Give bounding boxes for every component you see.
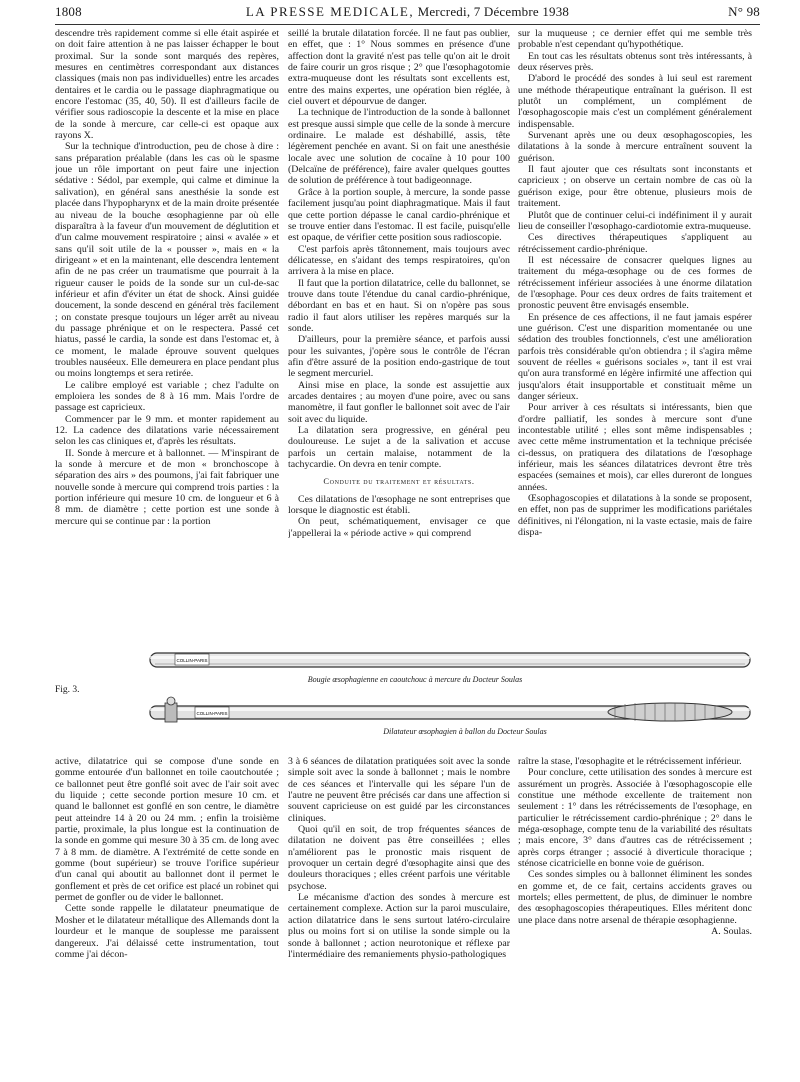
paragraph: Pour arriver à ces résultats si intéressants, bien que d'ordre palliatif, les sondes à mercure sont d'une incontestable utilité ; elles sont même indispensables ; avec cette même instrumentation et la technique précisée ci-dessus, on pratiquera des dilatations de l'œsophage inférieur, mais les séances dilatatrices devront être très espacées (semaines et mois), car elles dureront de longues années.: [518, 402, 752, 493]
paragraph: En tout cas les résultats obtenus sont très intéressants, à deux réserves près.: [518, 50, 752, 74]
paragraph: Il faut que la portion dilatatrice, celle du ballonnet, se trouve dans toute l'étendue du canal cardio-phrénique, débordant en bas et en haut. Si on n'opère pas sous radio il faut alors utiliser les repères marqués sur la sonde.: [288, 277, 510, 334]
figure-caption-1: Bougie œsophagienne en caoutchouc à mercure du Docteur Soulas: [307, 675, 523, 684]
column-3: [518, 28, 752, 642]
issue-number: N° 98: [728, 4, 760, 19]
figure-caption-2: Dilatateur œsophagien à ballon du Docteur Soulas: [383, 727, 547, 736]
paragraph: La dilatation sera progressive, en général peu douloureuse. Le sujet a de la salivation et accuse parfois un certain malaise, notamment de la tachycardie. On devra en tenir compte.: [288, 425, 510, 471]
paragraph: En présence de ces affections, il ne faut jamais espérer une guérison. C'est une disparition momentanée ou une sédation des troubles fonctionnels, c'est une amélioration parfois très considérable qu'on obtiendra ; il s'agira même souvent de réelles « guérisons sociales », tant il est vrai qu'on aura transformé en légère infirmité une affection qui jusqu'alors était insupportable et constituait même un danger sérieux.: [518, 311, 752, 402]
paragraph: Commencer par le 9 mm. et monter rapidement au 12. La cadence des dilatations varie nécessairement selon les cas cliniques et, d'après les résultats.: [55, 413, 279, 448]
section-heading: Conduite du traitement et résultats.: [323, 476, 475, 487]
paragraph: Plutôt que de continuer celui-ci indéfiniment il y aurait lieu de conseiller l'œsophago-cardiotomie extra-muqueuse.: [518, 209, 752, 232]
instruments-illustration: [55, 645, 755, 753]
column-5: [288, 756, 510, 1056]
journal-title: LA PRESSE MEDICALE,: [245, 4, 415, 19]
column-1: [55, 28, 279, 642]
header-rule: [55, 24, 760, 25]
column-4: [55, 756, 279, 1056]
paragraph: Ces dilatations de l'œsophage ne sont entreprises que lorsque le diagnostic est établi.: [288, 493, 510, 517]
paragraph: C'est parfois après tâtonnement, mais toujours avec délicatesse, en s'aidant des temps respiratoires, qu'on arrivera à la mise en place.: [288, 243, 510, 278]
paragraph: Survenant après une ou deux œsophagoscopies, les dilatations à la sonde à mercure entraînent souvent la guérison.: [518, 130, 752, 164]
maker-mark-1: COLLIN-PARIS: [176, 658, 208, 663]
paragraph: On peut, schématiquement, envisager ce que j'appellerai la « période active » qui comprend: [288, 516, 510, 539]
paragraph: descendre très rapidement comme si elle était aspirée et on doit faire attention à ne pas laisser échapper le bout proximal. Sur la sonde sont marqués des repères, mesures en centimètres correspondant aux distances classiques (mais non pas individuelles) entre les arcades dentaires et le cardia ou le passage diaphragmatique ou encore l'estomac (35, 40, 50). Il est d'ailleurs facile de vérifier sous radioscopie la descente et la mise en place de la sonde à mercure, car celle-ci est opaque aux rayons X.: [55, 28, 279, 142]
paragraph: Ces sondes simples ou à ballonnet éliminent les sondes en gomme et, de ce fait, certains accidents graves ou mortels; elles permettent, de plus, de diminuer le nombre des œsophagoscopies thérapeutiques. Elles méritent donc une place dans notre arsenal de thérapie œsophagienne.: [518, 869, 752, 926]
paragraph: Ainsi mise en place, la sonde est assujettie aux arcades dentaires ; au moyen d'une poire, avec ou sans manomètre, il faut gonfler le ballonnet soit avec de l'air soit avec du liquide.: [288, 379, 510, 425]
paragraph: active, dilatatrice qui se compose d'une sonde en gomme entourée d'un ballonnet en toile caoutchoutée ; ce ballonnet peut être gonflé soit avec de l'air soit avec du liquide ; cette seconde portion mesure 10 cm. et quand le ballonnet est gonflé en son centre, le diamètre peut atteindre 14 à 20 ou 24 mm. ; enfin la troisième partie, proximale, la plus longue est la continuation de la sonde en gomme qui mesure 30 à 35 cm. de long avec 7 à 8 mm. de diamètre. A l'extrémité de cette sonde en gomme (bout supérieur) se trouve l'orifice supérieur d'un canal qui aboutit au ballonnet dont il permet le gonflement et près de cet orifice est placé un robinet qui permet de gonfler ou de vider le ballonnet.: [55, 756, 279, 904]
paragraph: Cette sonde rappelle le dilatateur pneumatique de Mosher et le dilatateur métallique des Allemands dont la lourdeur et le manque de souplesse me paraissent dangereux. J'ai délaissé cette instrumentation, tout comme j'ai décon-: [55, 903, 279, 960]
page-number: 1808: [55, 4, 82, 19]
paragraph: La technique de l'introduction de la sonde à ballonnet est presque aussi simple que celle de la sonde à mercure ordinaire. Le malade est déshabillé, assis, tête légèrement penchée en avant. Si on fait une anesthésie locale avec une solution de cocaïne à 10 pour 100 (Delcaïne de préférence), faire avaler quelques gouttes de solution de préférence à tout badigeonnage.: [288, 107, 510, 187]
paragraph: D'ailleurs, pour la première séance, et parfois aussi pour les suivantes, j'opère sous le contrôle de l'écran afin d'être assuré de la position endo-gastrique de tout le segment mercuriel.: [288, 334, 510, 380]
paragraph: Le mécanisme d'action des sondes à mercure est certainement complexe. Action sur la paroi musculaire, action dilatatrice dans le sens surtout latéro-circulaire plus ou moins fort si on utilise la sonde simple ou la sonde à ballonnet ; action neurotonique et réflexe par l'intermédiaire des remaniements physio-pathologiques: [288, 892, 510, 960]
figure-3: [55, 645, 755, 753]
paragraph: Il faut ajouter que ces résultats sont inconstants et capricieux ; on observe un certain nombre de cas où la guérison exige, pour être obtenue, plusieurs mois de traitement.: [518, 164, 752, 210]
paragraph: Ces directives thérapeutiques s'appliquent au rétrécissement cardio-phrénique.: [518, 232, 752, 255]
paragraph: Sur la technique d'introduction, peu de chose à dire : sans préparation préalable (dans les cas où le spasme joue un rôle important on peut faire une injection sédative : Sédol, par exemple, qui calme et diminue la salivation), en général sans anesthésie la sonde est placée dans l'hypopharynx et de la main droite présentée au niveau de la bouche œsophagienne par où elle disparaîtra à la faveur d'un mouvement de déglutition et d'un calme mouvement respiratoire ; ainsi « avalée » et sans qu'il soit utile de la « pousser », mais en « la dirigeant » et en la maintenant, elle descendra lentement afin de ne pas créer un traumatisme que pourrait à la rigueur causer le poids de la sonde sur un cul-de-sac inférieur et afin d'éviter un état de shock. Ainsi guidée doucement, la sonde descend en général très facilement ; on constate presque toujours un léger arrêt au niveau du passage phrénique et on le respectera. Passé cet hiatus, passé le cardia, la sonde est dans l'estomac et, à ce moment, le malade éprouve souvent quelques troubles nauséeux. Elle demeurera en place pendant plus ou moins longtemps et sera retirée.: [55, 141, 279, 380]
paragraph: sur la muqueuse ; ce dernier effet qui me semble très probable n'est cependant qu'hypothétique.: [518, 28, 752, 51]
paragraph: Grâce à la portion souple, à mercure, la sonde passe facilement jusqu'au point diaphragmatique. Mais il faut que cette portion dépasse le canal cardio-phrénique et se trouve entier dans l'estomac. Il est facile, puisqu'elle est opaque, de vérifier cette position sous radioscopie.: [288, 186, 510, 244]
figure-label: Fig. 3.: [55, 685, 80, 695]
column-2: [288, 28, 510, 642]
issue-date: Mercredi, 7 Décembre 1938: [417, 4, 570, 19]
paragraph: Quoi qu'il en soit, de trop fréquentes séances de dilatation ne doivent pas être conseillées ; elles n'améliorent pas le pronostic mais risquent de provoquer un certain degré d'œsophagite ainsi que des douleurs thoraciques ; elles créent parfois une véritable psychose.: [288, 824, 510, 892]
paragraph: raître la stase, l'œsophagite et le rétrécissement inférieur.: [518, 756, 742, 767]
paragraph: seillé la brutale dilatation forcée. Il ne faut pas oublier, en effet, que : 1° Nous sommes en présence d'une affection dont la gravité n'est pas telle qu'on ait le droit de faire courir un gros risque ; 2° que l'œsophagotomie extra-muqueuse dont les résultats sont excellents est, entre des mains expertes, une opération bien réglée, à ciel ouvert et dépourvue de danger.: [288, 28, 510, 108]
paragraph: II. Sonde à mercure et à ballonnet. — M'inspirant de la sonde à mercure et de mon « bronchoscope à séparation des airs » des poumons, j'ai fait fabriquer une nouvelle sonde à mercure qui comprend trois parties : la portion inférieure qui mesure 10 cm. de longueur et 6 à 8 mm. de diamètre ; cette portion est une sonde à mercure qui se continue par : la portion: [55, 447, 279, 527]
paragraph: Pour conclure, cette utilisation des sondes à mercure est assurément un progrès. Associée à l'œsophagoscopie elle constitue une méthode excellente de traitement non seulement : 1° dans les rétrécissements de l'œsophage, en particulier le rétrécissement cardio-phrénique ; 2° dans le méga-œsophage, compte tenu de la variabilité des résultats ; mais encore, 3° dans d'autres cas de rétrécissement ; après corps étranger ; associé à diverticule thoracique ; sténose cicatricielle en bonne voie de guérison.: [518, 767, 752, 870]
author-signature: A. Soulas.: [711, 926, 752, 938]
paragraph: 3 à 6 séances de dilatation pratiquées soit avec la sonde simple soit avec la sonde à ballonnet ; mais le nombre de ces séances et l'intervalle qui les sépare l'un de l'autre ne peuvent être précisés car dans une affection si souvent capricieuse on est guidé par les circonstances cliniques.: [288, 756, 510, 824]
maker-mark-2: COLLIN-PARIS: [196, 711, 228, 716]
paragraph: Le calibre employé est variable ; chez l'adulte on emploiera les sondes de 8 à 16 mm. Mais l'ordre de passage est capricieux.: [55, 379, 279, 414]
paragraph: Il est nécessaire de consacrer quelques lignes au traitement du méga-œsophage ou de ces formes de rétrécissement inférieur associées à une énorme dilatation de l'œsophage. Pour ces deux ordres de faits traitement et pronostic peuvent être envisagés ensemble.: [518, 254, 752, 312]
paragraph: Œsophagoscopies et dilatations à la sonde se proposent, en effet, non pas de supprimer les modifications pariétales définitives, ni l'élongation, ni la vaste ectasie, mais de faire dispa-: [518, 493, 752, 539]
column-6: [518, 756, 752, 1056]
paragraph: D'abord le procédé des sondes à lui seul est rarement une méthode thérapeutique entraînant la guérison. Il est plutôt un complément, un complément de l'œsophagoscopie mais c'est un complément généralement indispensable.: [518, 73, 752, 130]
page-header: [55, 4, 760, 24]
